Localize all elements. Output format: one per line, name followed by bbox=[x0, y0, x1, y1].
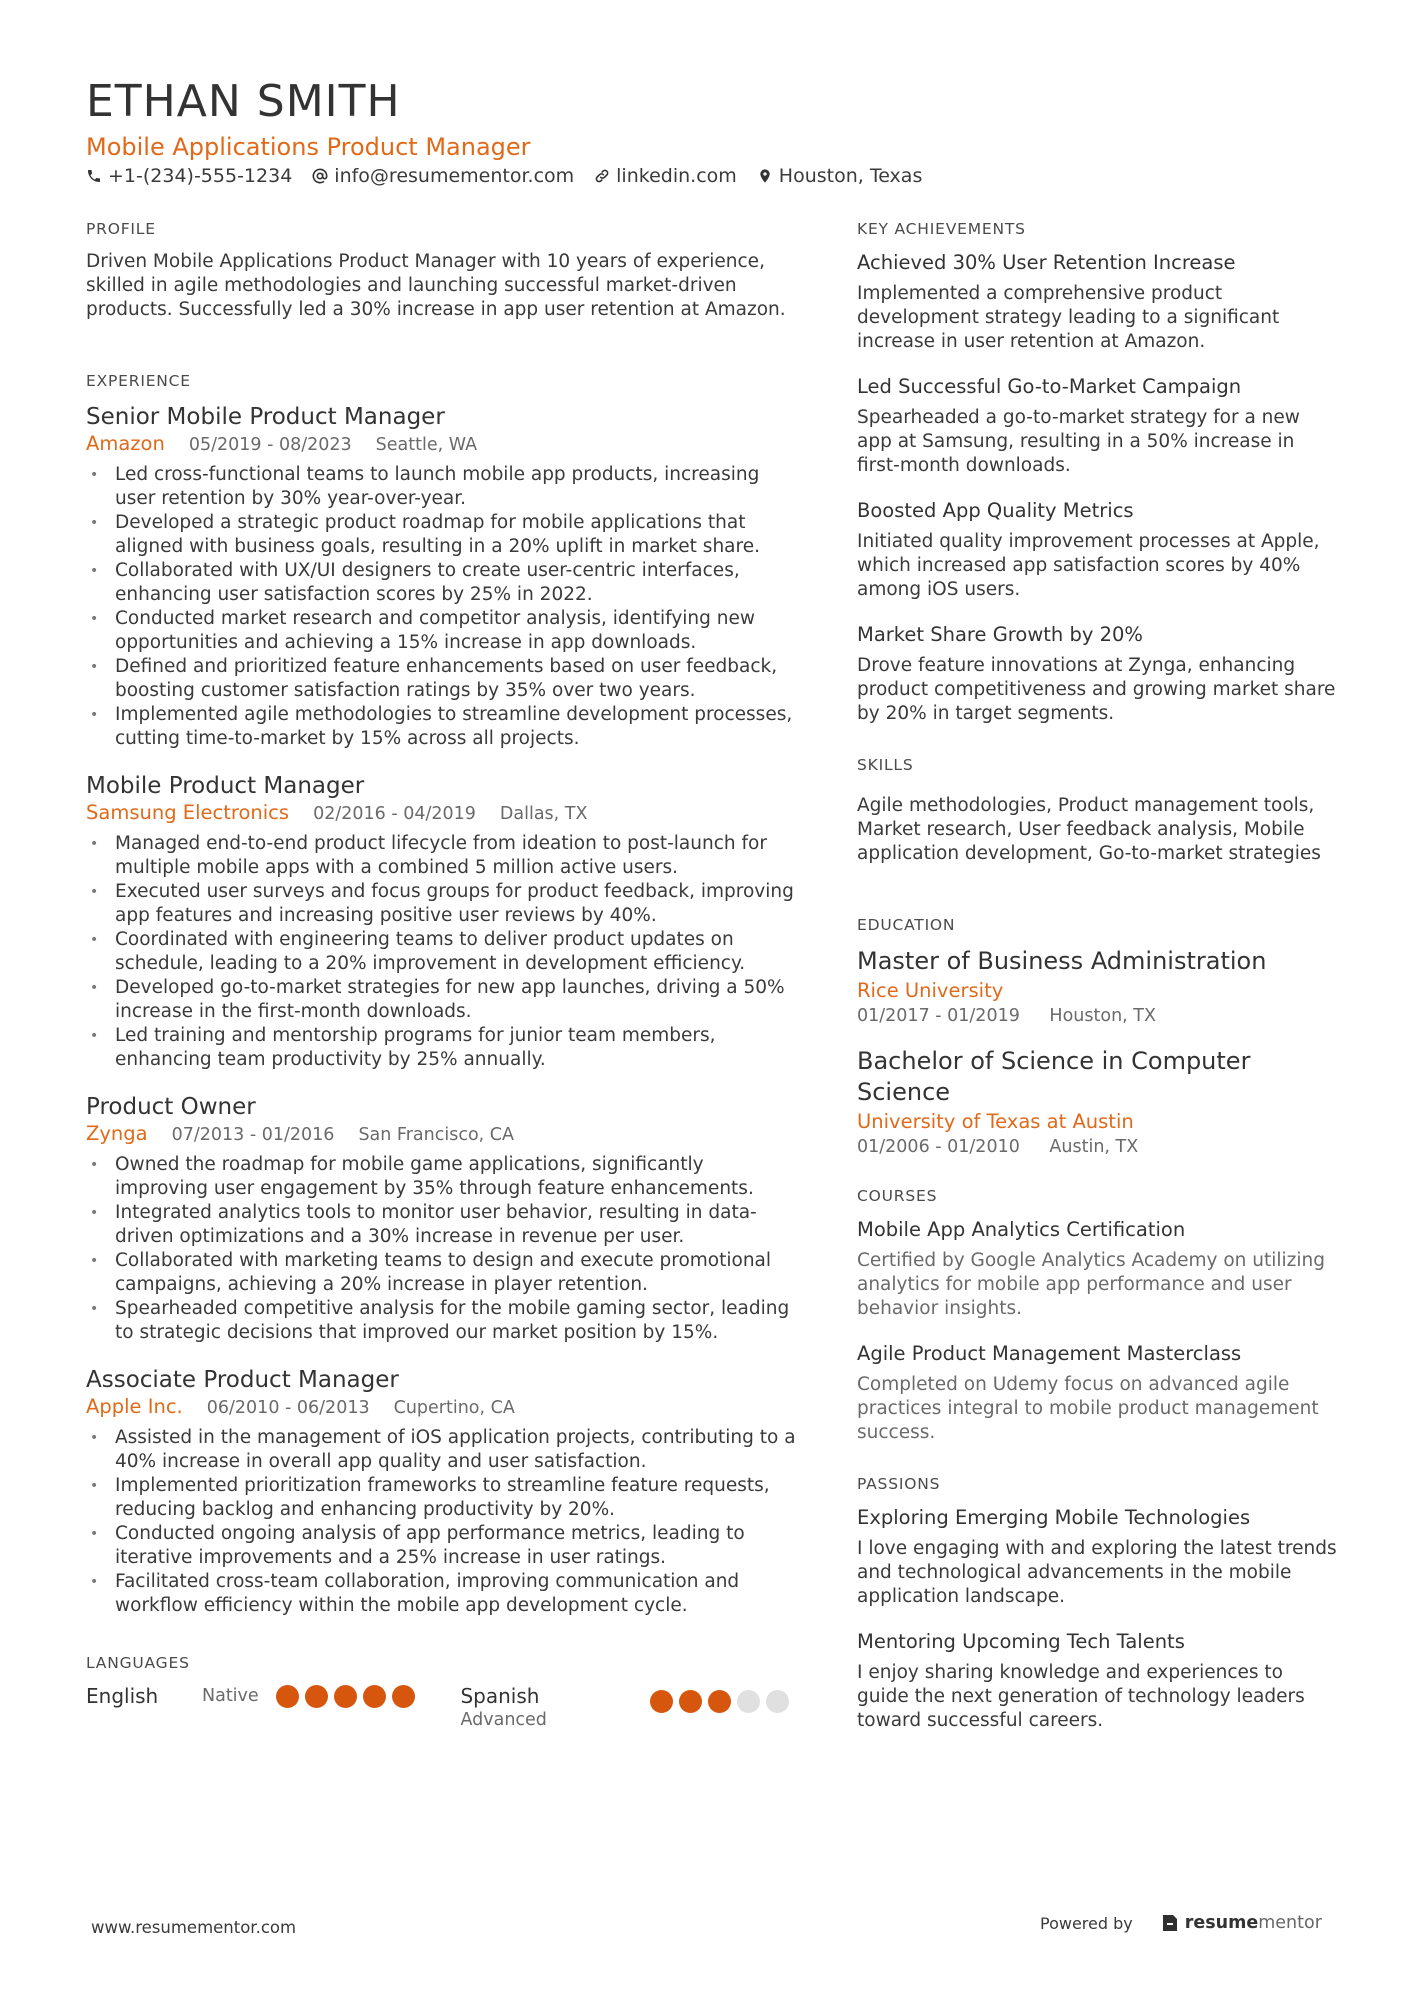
rating-dot-empty bbox=[766, 1690, 789, 1713]
job-bullet: • Implemented agile methodologies to streamline development processes, cutting time-to-market by 15% across all projects. bbox=[86, 703, 800, 751]
achievement-title: Market Share Growth by 20% bbox=[857, 623, 1143, 646]
left-column bbox=[86, 220, 800, 1730]
job-bullets bbox=[86, 463, 800, 751]
job-dates: 07/2013 - 01/2016 bbox=[171, 1125, 335, 1145]
rating-dot-empty bbox=[737, 1690, 760, 1713]
education-heading: EDUCATION bbox=[857, 916, 956, 934]
education-meta bbox=[857, 1006, 1337, 1026]
achievement-desc: Spearheaded a go-to-market strategy for a new app at Samsung, resulting in a 50% increase in first-month downloads. bbox=[857, 407, 1300, 476]
job-meta bbox=[86, 1395, 800, 1418]
rating-dot-filled bbox=[679, 1690, 702, 1713]
course-title: Mobile App Analytics Certification bbox=[857, 1218, 1186, 1241]
education-meta bbox=[857, 1137, 1337, 1157]
rating-dot-filled bbox=[650, 1690, 673, 1713]
job-entry bbox=[86, 1092, 800, 1345]
job-bullet: • Owned the roadmap for mobile game applications, significantly improving user engagement by 35% through feature enhancements. bbox=[86, 1153, 800, 1201]
course-item bbox=[857, 1217, 1337, 1321]
right-column bbox=[857, 220, 1337, 1753]
job-location: Cupertino, CA bbox=[393, 1398, 515, 1418]
passion-desc: I enjoy sharing knowledge and experiences to guide the next generation of technology leaders toward successful careers. bbox=[857, 1662, 1305, 1731]
job-bullet: • Implemented prioritization frameworks to streamline feature requests, reducing backlog and enhancing productivity by 20%. bbox=[86, 1474, 800, 1522]
job-bullet: • Facilitated cross-team collaboration, improving communication and workflow efficiency within the mobile app development cycle. bbox=[86, 1570, 800, 1618]
job-meta bbox=[86, 1122, 800, 1145]
skills-text: Agile methodologies, Product management tools, Market research, User feedback analysis, Mobile application development, Go-to-market strategies bbox=[857, 795, 1321, 864]
job-meta bbox=[86, 432, 800, 455]
linkedin-text: linkedin.com bbox=[616, 165, 737, 187]
language-item-english bbox=[86, 1684, 460, 1708]
language-label-group bbox=[460, 1684, 650, 1730]
language-name: Spanish bbox=[460, 1684, 540, 1708]
footer-website[interactable]: www.resumementor.com bbox=[91, 1918, 297, 1937]
rating-dot-filled bbox=[334, 1685, 357, 1708]
job-entry bbox=[86, 402, 800, 751]
passion-title: Exploring Emerging Mobile Technologies bbox=[857, 1506, 1251, 1529]
education-school: Rice University bbox=[857, 979, 1004, 1002]
course-desc: Certified by Google Analytics Academy on utilizing analytics for mobile app performance and user behavior insights. bbox=[857, 1250, 1325, 1319]
link-icon bbox=[594, 168, 610, 184]
education-location: Houston, TX bbox=[1049, 1006, 1156, 1026]
language-name: English bbox=[86, 1684, 159, 1708]
skills-section bbox=[857, 756, 1337, 866]
language-rating bbox=[276, 1685, 421, 1708]
job-bullet: • Developed go-to-market strategies for new app launches, driving a 50% increase in the first-month downloads. bbox=[86, 976, 800, 1024]
job-bullets bbox=[86, 832, 800, 1072]
phone-icon bbox=[86, 168, 102, 184]
language-rating bbox=[650, 1690, 795, 1713]
contact-phone[interactable] bbox=[86, 165, 292, 187]
achievement-item bbox=[857, 374, 1337, 478]
experience-heading: EXPERIENCE bbox=[86, 372, 191, 390]
course-title: Agile Product Management Masterclass bbox=[857, 1342, 1242, 1365]
rating-dot-filled bbox=[363, 1685, 386, 1708]
language-level: Advanced bbox=[460, 1710, 547, 1730]
skills-heading: SKILLS bbox=[857, 756, 914, 774]
achievement-item bbox=[857, 622, 1337, 726]
language-item-spanish bbox=[460, 1684, 800, 1730]
achievement-item bbox=[857, 250, 1337, 354]
education-item bbox=[857, 946, 1337, 1026]
education-location: Austin, TX bbox=[1049, 1137, 1139, 1157]
languages-row bbox=[86, 1684, 800, 1730]
job-bullet: • Defined and prioritized feature enhancements based on user feedback, boosting customer satisfaction ratings by 35% over two years. bbox=[86, 655, 800, 703]
job-title: Mobile Product Manager bbox=[86, 773, 365, 799]
job-bullet: • Collaborated with UX/UI designers to create user-centric interfaces, enhancing user satisfaction scores by 25% in 2022. bbox=[86, 559, 800, 607]
achievement-desc: Implemented a comprehensive product development strategy leading to a significant increase in user retention at Amazon. bbox=[857, 283, 1280, 352]
job-bullet: • Executed user surveys and focus groups for product feedback, improving app features and increasing positive user reviews by 40%. bbox=[86, 880, 800, 928]
job-company: Samsung Electronics bbox=[86, 801, 290, 824]
job-bullet: • Integrated analytics tools to monitor user behavior, resulting in data-driven optimizations and a 30% increase in revenue per user. bbox=[86, 1201, 800, 1249]
courses-section bbox=[857, 1187, 1337, 1445]
job-bullets bbox=[86, 1426, 800, 1618]
passion-desc: I love engaging with and exploring the latest trends and technological advancements in the mobile application landscape. bbox=[857, 1538, 1337, 1607]
phone-text: +1-(234)-555-1234 bbox=[108, 165, 293, 187]
job-location: Seattle, WA bbox=[375, 435, 478, 455]
education-section bbox=[857, 916, 1337, 1157]
passion-title: Mentoring Upcoming Tech Talents bbox=[857, 1630, 1185, 1653]
job-bullet: • Managed end-to-end product lifecycle from ideation to post-launch for multiple mobile apps with a combined 5 million active users. bbox=[86, 832, 800, 880]
language-level: Native bbox=[202, 1686, 259, 1706]
job-company: Apple Inc. bbox=[86, 1395, 183, 1418]
profile-section bbox=[86, 220, 800, 322]
passions-section bbox=[857, 1475, 1337, 1733]
job-bullet: • Conducted ongoing analysis of app performance metrics, leading to iterative improvements and a 25% increase in user ratings. bbox=[86, 1522, 800, 1570]
passion-item bbox=[857, 1629, 1337, 1733]
course-desc: Completed on Udemy focus on advanced agile practices integral to mobile product management success. bbox=[857, 1374, 1319, 1443]
at-icon bbox=[312, 168, 328, 184]
education-degree: Bachelor of Science in Computer Science bbox=[857, 1047, 1251, 1106]
footer-powered-by bbox=[1040, 1913, 1322, 1933]
education-item bbox=[857, 1046, 1337, 1157]
contact-bar bbox=[86, 165, 942, 187]
rating-dot-filled bbox=[305, 1685, 328, 1708]
passion-item bbox=[857, 1505, 1337, 1609]
job-company: Zynga bbox=[86, 1122, 148, 1145]
job-entry bbox=[86, 771, 800, 1072]
education-degree: Master of Business Administration bbox=[857, 947, 1267, 975]
education-school: University of Texas at Austin bbox=[857, 1110, 1134, 1133]
job-location: San Francisco, CA bbox=[358, 1125, 514, 1145]
achievement-title: Boosted App Quality Metrics bbox=[857, 499, 1134, 522]
email-text: info@resumementor.com bbox=[334, 165, 575, 187]
candidate-name: ETHAN SMITH bbox=[86, 76, 401, 127]
contact-email[interactable] bbox=[312, 165, 574, 187]
location-pin-icon bbox=[757, 168, 773, 184]
education-dates: 01/2006 - 01/2010 bbox=[857, 1137, 1020, 1157]
job-dates: 05/2019 - 08/2023 bbox=[188, 435, 352, 455]
job-dates: 02/2016 - 04/2019 bbox=[313, 804, 476, 824]
rating-dot-filled bbox=[276, 1685, 299, 1708]
job-bullet: • Led training and mentorship programs for junior team members, enhancing team productivity by 25% annually. bbox=[86, 1024, 800, 1072]
job-bullet: • Collaborated with marketing teams to design and execute promotional campaigns, achieving a 20% increase in player retention. bbox=[86, 1249, 800, 1297]
job-bullet: • Spearheaded competitive analysis for the mobile gaming sector, leading to strategic decisions that improved our market position by 15%. bbox=[86, 1297, 800, 1345]
experience-section bbox=[86, 372, 800, 1618]
course-item bbox=[857, 1341, 1337, 1445]
rating-dot-filled bbox=[392, 1685, 415, 1708]
brand-name-bold: resume bbox=[1184, 1913, 1259, 1933]
achievement-item bbox=[857, 498, 1337, 602]
powered-by-label: Powered by bbox=[1040, 1913, 1133, 1933]
achievement-desc: Initiated quality improvement processes at Apple, which increased app satisfaction scores by 40% among iOS users. bbox=[857, 531, 1320, 600]
education-dates: 01/2017 - 01/2019 bbox=[857, 1006, 1020, 1026]
languages-heading: LANGUAGES bbox=[86, 1654, 190, 1672]
profile-heading: PROFILE bbox=[86, 220, 156, 238]
brand-logo[interactable] bbox=[1161, 1913, 1322, 1933]
achievements-section bbox=[857, 220, 1337, 726]
job-bullet: • Assisted in the management of iOS application projects, contributing to a 40% increase in overall app quality and user satisfaction. bbox=[86, 1426, 800, 1474]
job-bullet: • Led cross-functional teams to launch mobile app products, increasing user retention by 30% year-over-year. bbox=[86, 463, 800, 511]
job-title: Product Owner bbox=[86, 1094, 256, 1120]
achievement-title: Achieved 30% User Retention Increase bbox=[857, 251, 1236, 274]
contact-location bbox=[757, 165, 923, 187]
achievement-title: Led Successful Go-to-Market Campaign bbox=[857, 375, 1242, 398]
job-company: Amazon bbox=[86, 432, 165, 455]
job-title: Associate Product Manager bbox=[86, 1367, 399, 1393]
courses-heading: COURSES bbox=[857, 1187, 938, 1205]
job-bullets bbox=[86, 1153, 800, 1345]
brand-name-light: mentor bbox=[1258, 1913, 1322, 1933]
passions-heading: PASSIONS bbox=[857, 1475, 941, 1493]
job-entry bbox=[86, 1365, 800, 1618]
job-meta bbox=[86, 801, 800, 824]
location-text: Houston, Texas bbox=[778, 165, 923, 187]
job-location: Dallas, TX bbox=[499, 804, 588, 824]
achievement-desc: Drove feature innovations at Zynga, enhancing product competitiveness and growing market share by 20% in target segments. bbox=[857, 655, 1336, 724]
job-bullet: • Developed a strategic product roadmap for mobile applications that aligned with business goals, resulting in a 20% uplift in market share. bbox=[86, 511, 800, 559]
job-bullet: • Conducted market research and competitor analysis, identifying new opportunities and achieving a 15% increase in app downloads. bbox=[86, 607, 800, 655]
resumementor-logo-icon bbox=[1161, 1913, 1179, 1933]
contact-linkedin[interactable] bbox=[594, 165, 737, 187]
job-bullet: • Coordinated with engineering teams to deliver product updates on schedule, leading to a 20% improvement in development efficiency. bbox=[86, 928, 800, 976]
languages-section bbox=[86, 1654, 800, 1730]
rating-dot-filled bbox=[708, 1690, 731, 1713]
profile-text: Driven Mobile Applications Product Manager with 10 years of experience, skilled in agile methodologies and launching successful market-driven products. Successfully led a 30% increase in app user retention at Amazon. bbox=[86, 251, 786, 320]
candidate-title: Mobile Applications Product Manager bbox=[86, 133, 531, 161]
job-dates: 06/2010 - 06/2013 bbox=[206, 1398, 370, 1418]
job-title: Senior Mobile Product Manager bbox=[86, 404, 445, 430]
achievements-heading: KEY ACHIEVEMENTS bbox=[857, 220, 1026, 238]
